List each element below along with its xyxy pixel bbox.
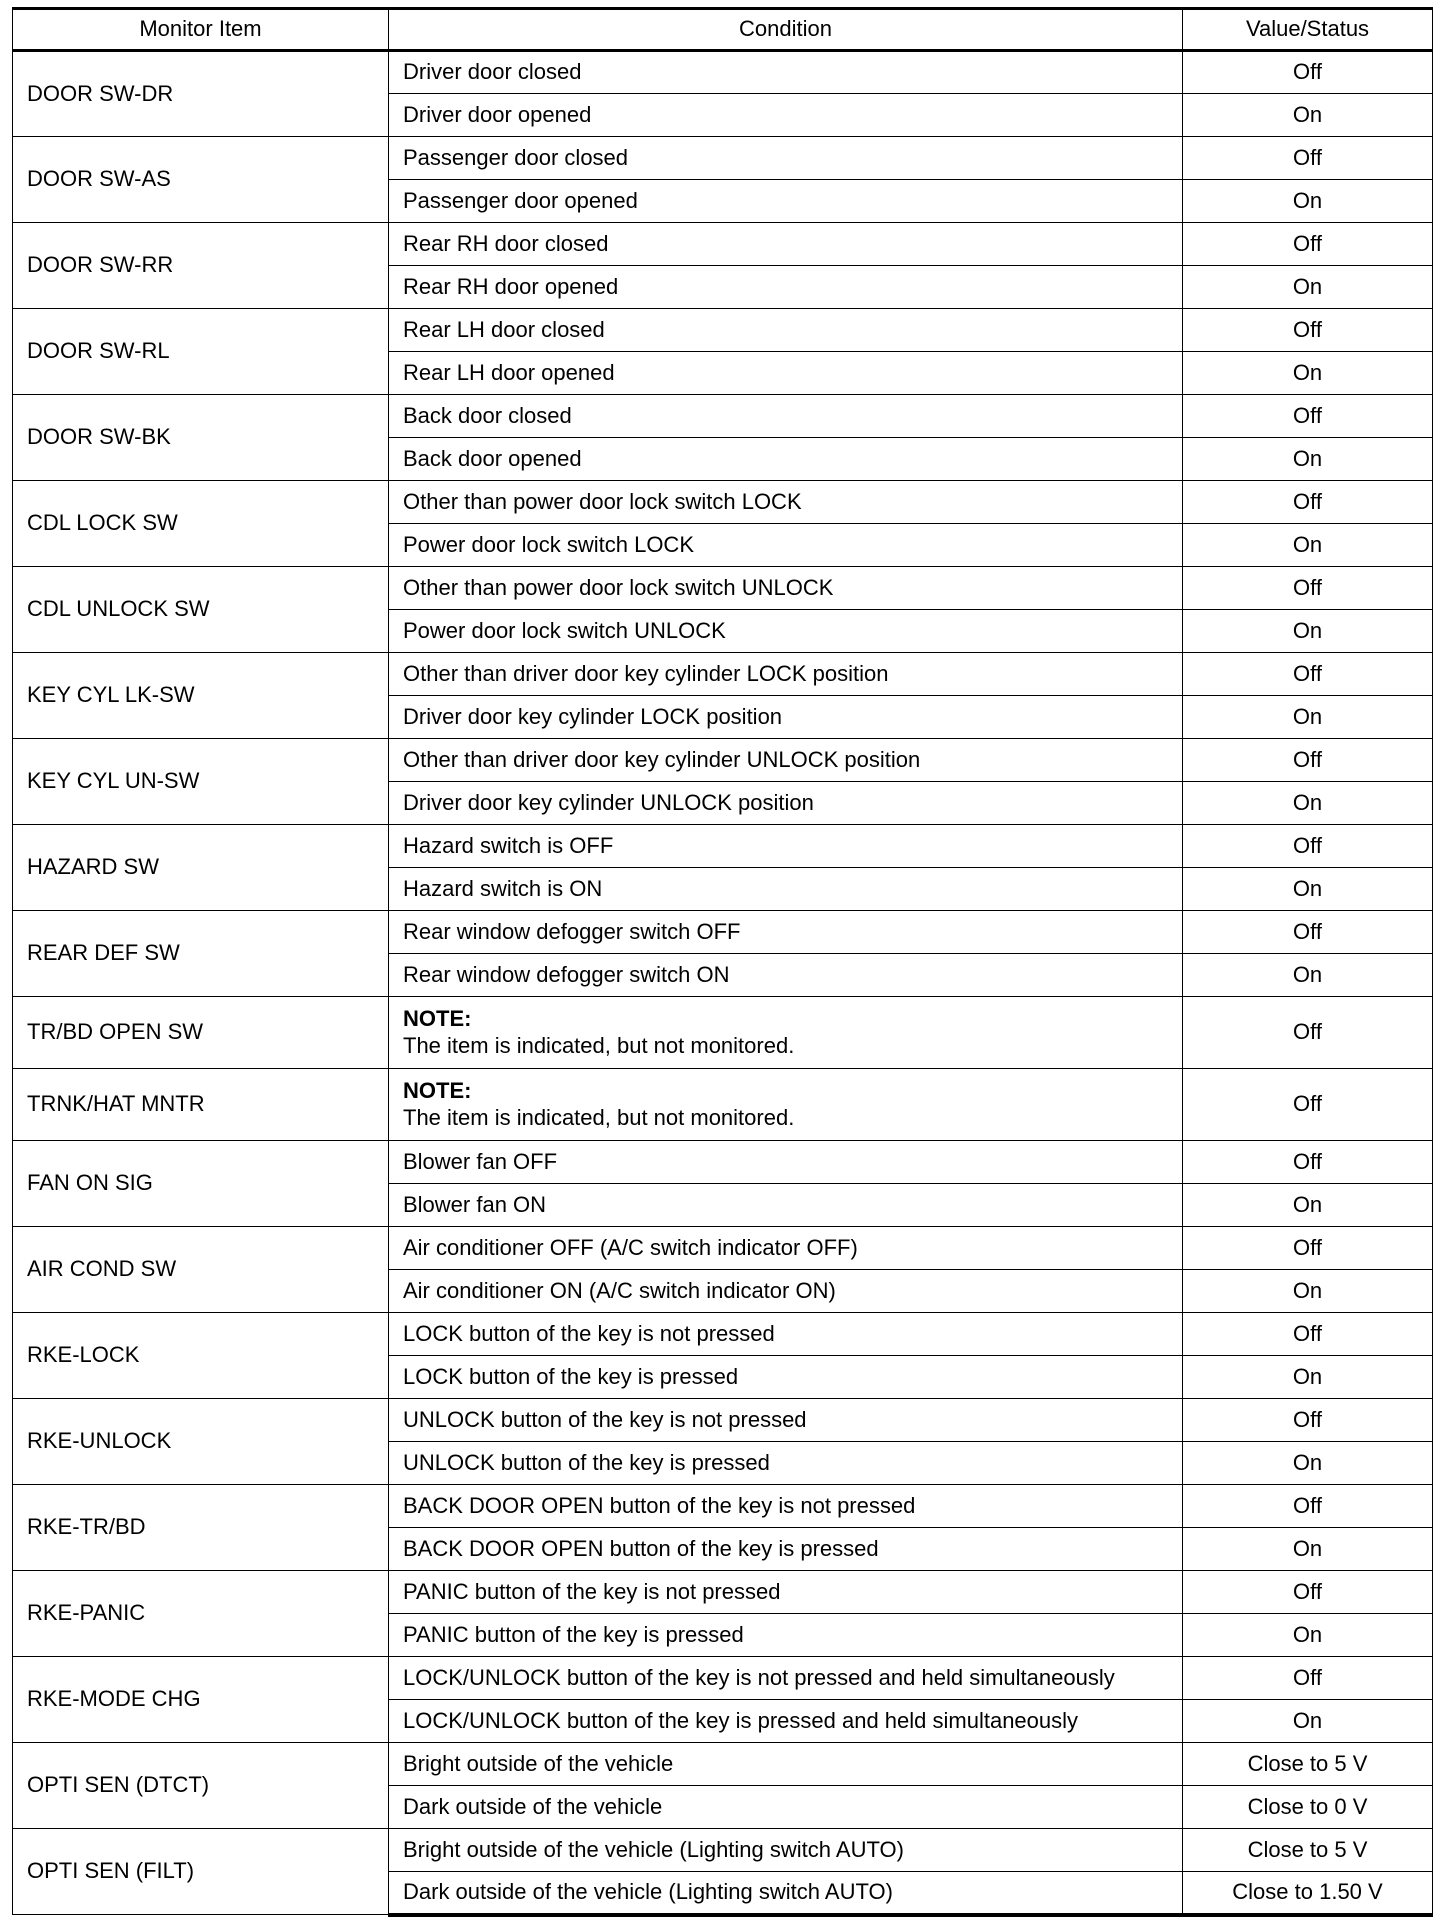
condition-cell: LOCK/UNLOCK button of the key is not pressed and held simultaneously: [389, 1657, 1183, 1700]
monitor-item-cell: CDL UNLOCK SW: [13, 567, 389, 653]
condition-cell: Hazard switch is ON: [389, 868, 1183, 911]
monitor-item-cell: RKE-MODE CHG: [13, 1657, 389, 1743]
value-status-cell: Off: [1183, 1141, 1433, 1184]
value-status-cell: On: [1183, 352, 1433, 395]
monitor-item-cell: RKE-LOCK: [13, 1313, 389, 1399]
monitor-item-cell: OPTI SEN (DTCT): [13, 1743, 389, 1829]
value-status-cell: On: [1183, 1184, 1433, 1227]
condition-cell: Air conditioner OFF (A/C switch indicator OFF): [389, 1227, 1183, 1270]
table-row: [13, 1743, 1433, 1786]
value-status-cell: Off: [1183, 1571, 1433, 1614]
condition-cell: Blower fan ON: [389, 1184, 1183, 1227]
value-status-cell: Off: [1183, 1069, 1433, 1141]
monitor-item-cell: KEY CYL LK-SW: [13, 653, 389, 739]
value-status-cell: Off: [1183, 395, 1433, 438]
condition-cell: Rear LH door opened: [389, 352, 1183, 395]
table-header: [13, 9, 1433, 51]
table-row: [13, 481, 1433, 524]
condition-cell: Other than power door lock switch LOCK: [389, 481, 1183, 524]
condition-cell: Power door lock switch UNLOCK: [389, 610, 1183, 653]
condition-cell: Driver door key cylinder UNLOCK position: [389, 782, 1183, 825]
table-row: [13, 309, 1433, 352]
condition-cell: Driver door opened: [389, 94, 1183, 137]
header-value-status: Value/Status: [1183, 9, 1433, 51]
condition-cell: Passenger door opened: [389, 180, 1183, 223]
value-status-cell: On: [1183, 266, 1433, 309]
condition-cell: Dark outside of the vehicle: [389, 1786, 1183, 1829]
value-status-cell: On: [1183, 1528, 1433, 1571]
condition-cell: Rear window defogger switch OFF: [389, 911, 1183, 954]
condition-cell: BACK DOOR OPEN button of the key is not pressed: [389, 1485, 1183, 1528]
value-status-cell: Off: [1183, 1399, 1433, 1442]
monitor-item-cell: TRNK/HAT MNTR: [13, 1069, 389, 1141]
value-status-cell: On: [1183, 438, 1433, 481]
value-status-cell: On: [1183, 1442, 1433, 1485]
value-status-cell: Off: [1183, 825, 1433, 868]
monitor-item-cell: DOOR SW-DR: [13, 51, 389, 137]
condition-cell: Driver door key cylinder LOCK position: [389, 696, 1183, 739]
table-row: [13, 997, 1433, 1069]
value-status-cell: Off: [1183, 739, 1433, 782]
condition-cell: Blower fan OFF: [389, 1141, 1183, 1184]
condition-cell: Other than power door lock switch UNLOCK: [389, 567, 1183, 610]
condition-cell: [389, 997, 1183, 1069]
table-row: [13, 1399, 1433, 1442]
note-text: The item is indicated, but not monitored.: [403, 1032, 795, 1058]
note-label: NOTE:: [403, 1078, 472, 1104]
monitor-item-cell: REAR DEF SW: [13, 911, 389, 997]
condition-cell: Other than driver door key cylinder UNLOCK position: [389, 739, 1183, 782]
value-status-cell: On: [1183, 1356, 1433, 1399]
table-row: [13, 1313, 1433, 1356]
value-status-cell: On: [1183, 696, 1433, 739]
table-row: [13, 1571, 1433, 1614]
table-row: [13, 1657, 1433, 1700]
value-status-cell: On: [1183, 524, 1433, 567]
value-status-cell: Close to 0 V: [1183, 1786, 1433, 1829]
value-status-cell: On: [1183, 1614, 1433, 1657]
condition-cell: Rear RH door opened: [389, 266, 1183, 309]
value-status-cell: Close to 5 V: [1183, 1829, 1433, 1872]
condition-cell: UNLOCK button of the key is not pressed: [389, 1399, 1183, 1442]
table-row: [13, 1069, 1433, 1141]
condition-cell: Back door opened: [389, 438, 1183, 481]
table-row: [13, 1141, 1433, 1184]
value-status-cell: Off: [1183, 1313, 1433, 1356]
header-row: [13, 9, 1433, 51]
table-row: [13, 1829, 1433, 1872]
value-status-cell: Off: [1183, 481, 1433, 524]
value-status-cell: Off: [1183, 1227, 1433, 1270]
monitor-item-cell: AIR COND SW: [13, 1227, 389, 1313]
table-row: [13, 825, 1433, 868]
value-status-cell: On: [1183, 1270, 1433, 1313]
condition-cell: BACK DOOR OPEN button of the key is pressed: [389, 1528, 1183, 1571]
table-row: [13, 739, 1433, 782]
note-text: The item is indicated, but not monitored.: [403, 1104, 795, 1130]
table-row: [13, 51, 1433, 94]
monitor-item-cell: HAZARD SW: [13, 825, 389, 911]
condition-cell: Driver door closed: [389, 51, 1183, 94]
condition-cell: Air conditioner ON (A/C switch indicator ON): [389, 1270, 1183, 1313]
value-status-cell: Off: [1183, 309, 1433, 352]
monitor-item-cell: DOOR SW-RL: [13, 309, 389, 395]
monitor-item-cell: DOOR SW-AS: [13, 137, 389, 223]
value-status-cell: On: [1183, 954, 1433, 997]
monitor-item-cell: DOOR SW-BK: [13, 395, 389, 481]
table-row: [13, 567, 1433, 610]
monitor-item-cell: OPTI SEN (FILT): [13, 1829, 389, 1915]
condition-cell: PANIC button of the key is pressed: [389, 1614, 1183, 1657]
value-status-cell: On: [1183, 94, 1433, 137]
value-status-cell: Off: [1183, 911, 1433, 954]
table-row: [13, 137, 1433, 180]
condition-cell: Back door closed: [389, 395, 1183, 438]
value-status-cell: On: [1183, 782, 1433, 825]
condition-cell: Dark outside of the vehicle (Lighting switch AUTO): [389, 1872, 1183, 1915]
value-status-cell: Off: [1183, 997, 1433, 1069]
condition-cell: Hazard switch is OFF: [389, 825, 1183, 868]
monitor-item-cell: RKE-PANIC: [13, 1571, 389, 1657]
table-row: [13, 223, 1433, 266]
monitor-item-table: [12, 7, 1433, 1917]
value-status-cell: Off: [1183, 653, 1433, 696]
monitor-item-cell: RKE-TR/BD: [13, 1485, 389, 1571]
value-status-cell: Off: [1183, 1657, 1433, 1700]
table-row: [13, 1227, 1433, 1270]
condition-cell: LOCK/UNLOCK button of the key is pressed and held simultaneously: [389, 1700, 1183, 1743]
value-status-cell: Off: [1183, 1485, 1433, 1528]
condition-cell: Passenger door closed: [389, 137, 1183, 180]
note-label: NOTE:: [403, 1006, 472, 1032]
value-status-cell: Off: [1183, 223, 1433, 266]
value-status-cell: On: [1183, 180, 1433, 223]
monitor-item-cell: FAN ON SIG: [13, 1141, 389, 1227]
table-row: [13, 653, 1433, 696]
condition-cell: Rear LH door closed: [389, 309, 1183, 352]
condition-cell: [389, 1069, 1183, 1141]
header-condition: Condition: [389, 9, 1183, 51]
value-status-cell: Close to 1.50 V: [1183, 1872, 1433, 1915]
value-status-cell: On: [1183, 1700, 1433, 1743]
monitor-item-cell: KEY CYL UN-SW: [13, 739, 389, 825]
table-row: [13, 395, 1433, 438]
monitor-item-cell: DOOR SW-RR: [13, 223, 389, 309]
condition-cell: LOCK button of the key is pressed: [389, 1356, 1183, 1399]
monitor-item-cell: TR/BD OPEN SW: [13, 997, 389, 1069]
value-status-cell: On: [1183, 868, 1433, 911]
table-row: [13, 911, 1433, 954]
table-row: [13, 1485, 1433, 1528]
condition-cell: Bright outside of the vehicle: [389, 1743, 1183, 1786]
value-status-cell: Off: [1183, 137, 1433, 180]
value-status-cell: Close to 5 V: [1183, 1743, 1433, 1786]
condition-cell: Other than driver door key cylinder LOCK position: [389, 653, 1183, 696]
condition-cell: UNLOCK button of the key is pressed: [389, 1442, 1183, 1485]
condition-cell: Rear RH door closed: [389, 223, 1183, 266]
condition-cell: Bright outside of the vehicle (Lighting switch AUTO): [389, 1829, 1183, 1872]
condition-cell: PANIC button of the key is not pressed: [389, 1571, 1183, 1614]
table-body: [13, 51, 1433, 1915]
condition-cell: Rear window defogger switch ON: [389, 954, 1183, 997]
monitor-item-cell: RKE-UNLOCK: [13, 1399, 389, 1485]
value-status-cell: Off: [1183, 567, 1433, 610]
condition-cell: Power door lock switch LOCK: [389, 524, 1183, 567]
value-status-cell: On: [1183, 610, 1433, 653]
monitor-item-cell: CDL LOCK SW: [13, 481, 389, 567]
value-status-cell: Off: [1183, 51, 1433, 94]
condition-cell: LOCK button of the key is not pressed: [389, 1313, 1183, 1356]
header-monitor-item: Monitor Item: [13, 9, 389, 51]
